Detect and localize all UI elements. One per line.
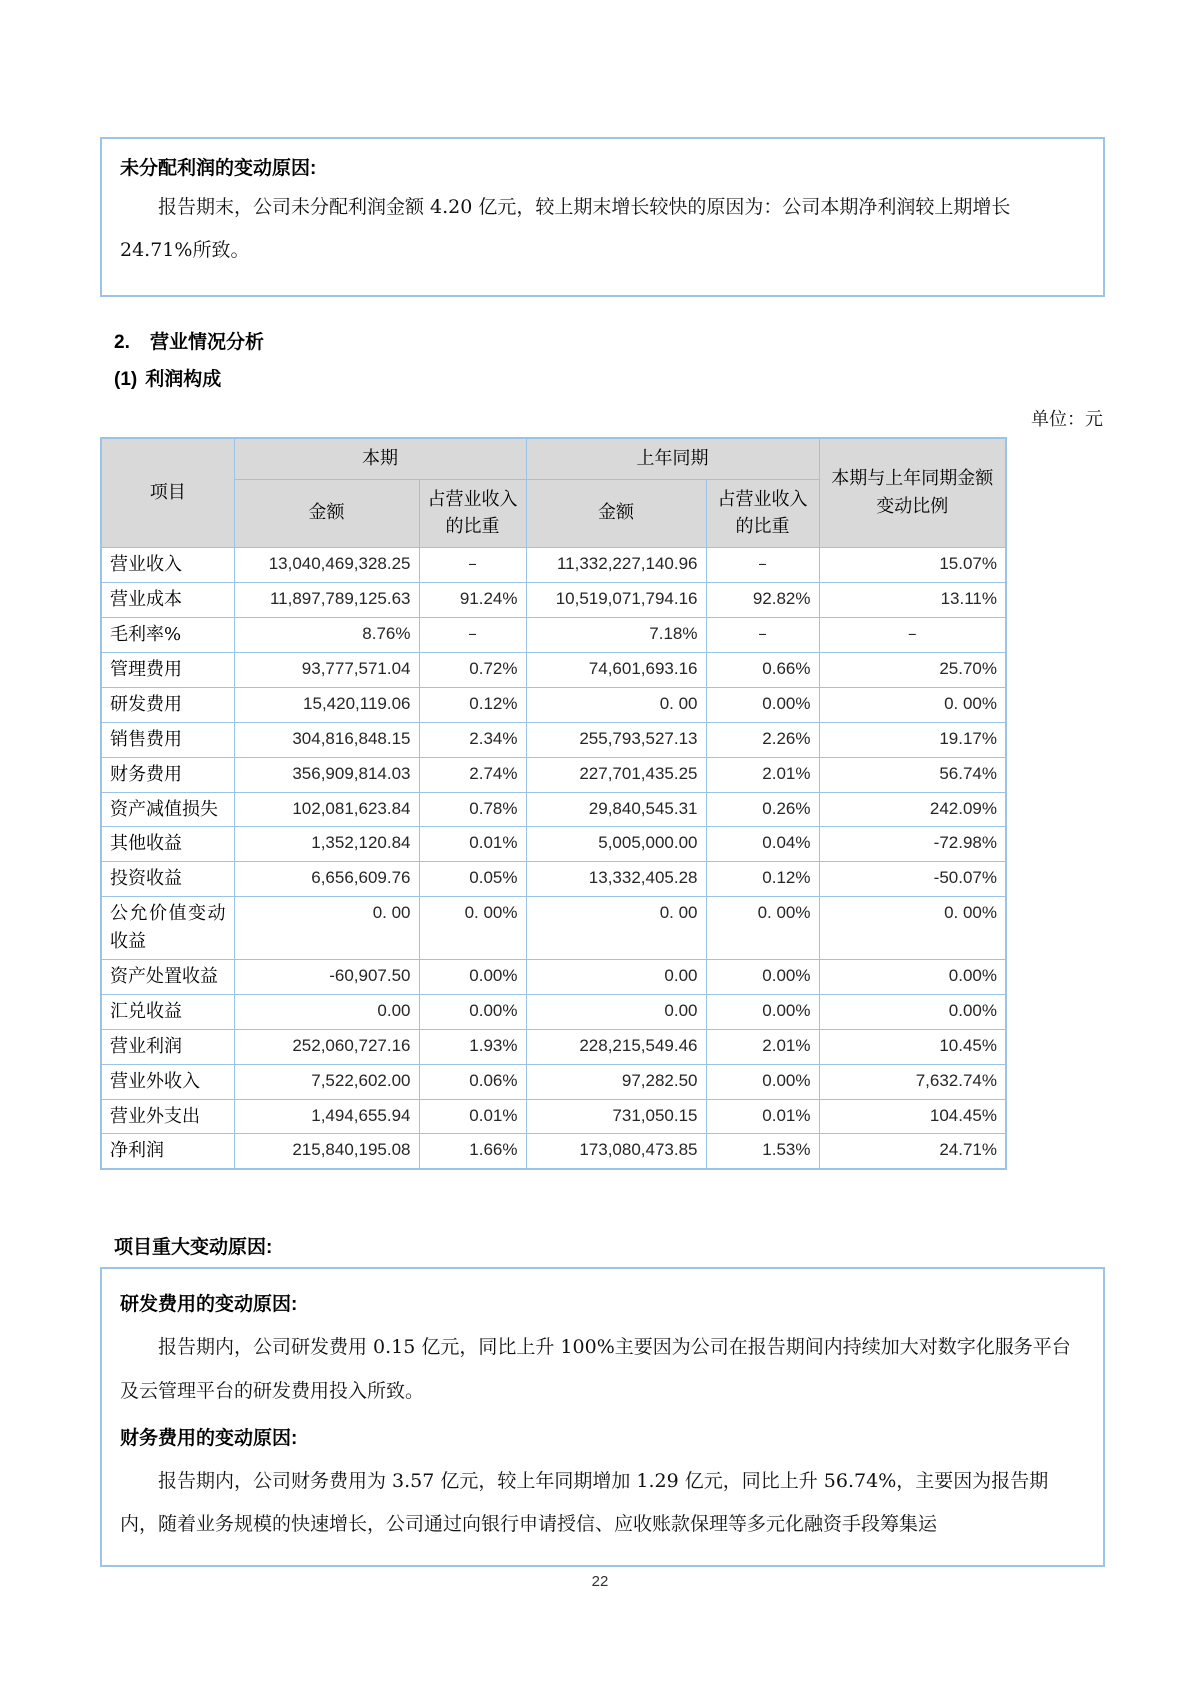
row-current-amount: 7,522,602.00 <box>234 1064 419 1099</box>
row-current-ratio: 0.00% <box>419 994 526 1029</box>
row-current-ratio: – <box>419 548 526 583</box>
reason-text: 报告期内，公司研发费用 0.15 亿元，同比上升 100%主要因为公司在报告期间内持续加大对数字化服务平台及云管理平台的研发费用投入所致。 <box>120 1336 1071 1402</box>
row-prior-ratio: 0.12% <box>706 862 819 897</box>
section-heading-operating-analysis <box>100 327 1105 354</box>
reason-item <box>120 1423 1083 1547</box>
row-change-ratio: 242.09% <box>819 792 1006 827</box>
row-item-label: 投资收益 <box>101 862 234 897</box>
row-prior-amount: 255,793,527.13 <box>526 722 706 757</box>
row-change-ratio: 13.11% <box>819 583 1006 618</box>
row-prior-ratio: 2.01% <box>706 1029 819 1064</box>
reason-item <box>120 1289 1083 1413</box>
row-prior-amount: 731,050.15 <box>526 1099 706 1134</box>
row-prior-amount: 29,840,545.31 <box>526 792 706 827</box>
row-item-label: 公允价值变动收益 <box>101 897 234 960</box>
reason-title: 研发费用的变动原因: <box>120 1294 298 1316</box>
table-row <box>101 897 1006 960</box>
row-current-ratio: 0.05% <box>419 862 526 897</box>
table-row <box>101 1099 1006 1134</box>
table-header-row-groups <box>101 438 1006 479</box>
table-row <box>101 618 1006 653</box>
row-prior-amount: 173,080,473.85 <box>526 1134 706 1169</box>
row-prior-amount: 97,282.50 <box>526 1064 706 1099</box>
row-current-amount: 1,494,655.94 <box>234 1099 419 1134</box>
row-prior-amount: 13,332,405.28 <box>526 862 706 897</box>
row-current-amount: 13,040,469,328.25 <box>234 548 419 583</box>
row-current-amount: 356,909,814.03 <box>234 757 419 792</box>
row-current-amount: 1,352,120.84 <box>234 827 419 862</box>
row-item-label: 营业外收入 <box>101 1064 234 1099</box>
row-current-ratio: 0.00% <box>419 959 526 994</box>
row-item-label: 营业外支出 <box>101 1099 234 1134</box>
table-row <box>101 1029 1006 1064</box>
table-row <box>101 757 1006 792</box>
row-current-amount: 102,081,623.84 <box>234 792 419 827</box>
row-prior-amount: 10,519,071,794.16 <box>526 583 706 618</box>
row-prior-ratio: – <box>706 548 819 583</box>
row-current-ratio: 0.12% <box>419 687 526 722</box>
row-current-ratio: 0.78% <box>419 792 526 827</box>
row-prior-ratio: – <box>706 618 819 653</box>
row-prior-ratio: 0.00% <box>706 994 819 1029</box>
header-change-ratio: 本期与上年同期金额变动比例 <box>819 438 1006 548</box>
row-prior-amount: 0.00 <box>526 994 706 1029</box>
unit-label: 单位：元 <box>1031 408 1103 430</box>
row-prior-amount: 0. 00 <box>526 897 706 960</box>
row-current-ratio: 0.01% <box>419 1099 526 1134</box>
row-change-ratio: 15.07% <box>819 548 1006 583</box>
undistributed-profit-reason-text: 报告期末，公司未分配利润金额 4.20 亿元，较上期末增长较快的原因为：公司本期净利润较上期增长 24.71%所致。 <box>120 196 1011 262</box>
row-current-amount: 15,420,119.06 <box>234 687 419 722</box>
table-header <box>101 438 1006 548</box>
row-current-amount: 93,777,571.04 <box>234 652 419 687</box>
row-item-label: 汇兑收益 <box>101 994 234 1029</box>
row-change-ratio: – <box>819 618 1006 653</box>
header-current-period: 本期 <box>234 438 526 479</box>
section-number: 2. <box>114 331 130 353</box>
subsection-title: 利润构成 <box>145 368 222 390</box>
undistributed-profit-reason-box <box>100 137 1105 297</box>
row-current-ratio: 0.06% <box>419 1064 526 1099</box>
row-current-amount: 215,840,195.08 <box>234 1134 419 1169</box>
row-item-label: 销售费用 <box>101 722 234 757</box>
row-change-ratio: 10.45% <box>819 1029 1006 1064</box>
row-item-label: 毛利率% <box>101 618 234 653</box>
row-current-amount: 252,060,727.16 <box>234 1029 419 1064</box>
profit-composition-table <box>100 437 1007 1171</box>
row-current-amount: 0. 00 <box>234 897 419 960</box>
table-row <box>101 994 1006 1029</box>
row-prior-amount: 74,601,693.16 <box>526 652 706 687</box>
row-current-ratio: 0. 00% <box>419 897 526 960</box>
row-prior-amount: 227,701,435.25 <box>526 757 706 792</box>
table-row <box>101 652 1006 687</box>
reason-title: 财务费用的变动原因: <box>120 1427 298 1449</box>
table-row <box>101 862 1006 897</box>
row-change-ratio: 56.74% <box>819 757 1006 792</box>
header-current-amount: 金额 <box>234 479 419 548</box>
row-item-label: 资产减值损失 <box>101 792 234 827</box>
table-row <box>101 1134 1006 1169</box>
reason-text: 报告期内，公司财务费用为 3.57 亿元，较上年同期增加 1.29 亿元，同比上升 56.74%，主要因为报告期内，随着业务规模的快速增长，公司通过向银行申请授信、应收账款保理等多元化融资手段筹集运 <box>120 1469 1049 1536</box>
major-change-reasons-heading: 项目重大变动原因: <box>114 1237 273 1259</box>
row-prior-ratio: 0.04% <box>706 827 819 862</box>
row-prior-amount: 0. 00 <box>526 687 706 722</box>
header-prior-ratio: 占营业收入的比重 <box>706 479 819 548</box>
row-change-ratio: 0. 00% <box>819 897 1006 960</box>
row-prior-ratio: 0. 00% <box>706 897 819 960</box>
row-prior-amount: 228,215,549.46 <box>526 1029 706 1064</box>
row-item-label: 营业利润 <box>101 1029 234 1064</box>
row-current-amount: 11,897,789,125.63 <box>234 583 419 618</box>
row-change-ratio: 0. 00% <box>819 687 1006 722</box>
section-title: 营业情况分析 <box>150 331 265 353</box>
subsection-number: (1) <box>114 368 138 390</box>
row-current-amount: -60,907.50 <box>234 959 419 994</box>
row-change-ratio: 104.45% <box>819 1099 1006 1134</box>
row-current-ratio: – <box>419 618 526 653</box>
row-change-ratio: 0.00% <box>819 959 1006 994</box>
row-item-label: 财务费用 <box>101 757 234 792</box>
row-item-label: 营业成本 <box>101 583 234 618</box>
row-prior-ratio: 0.01% <box>706 1099 819 1134</box>
row-item-label: 研发费用 <box>101 687 234 722</box>
table-row <box>101 827 1006 862</box>
row-prior-amount: 0.00 <box>526 959 706 994</box>
table-row <box>101 548 1006 583</box>
header-current-ratio: 占营业收入的比重 <box>419 479 526 548</box>
table-row <box>101 722 1006 757</box>
row-current-ratio: 91.24% <box>419 583 526 618</box>
row-item-label: 管理费用 <box>101 652 234 687</box>
row-current-amount: 6,656,609.76 <box>234 862 419 897</box>
row-change-ratio: 19.17% <box>819 722 1006 757</box>
row-current-ratio: 2.74% <box>419 757 526 792</box>
table-row <box>101 792 1006 827</box>
row-prior-ratio: 0.66% <box>706 652 819 687</box>
row-change-ratio: 25.70% <box>819 652 1006 687</box>
major-change-reasons-box <box>100 1267 1105 1566</box>
subsection-heading-profit-composition <box>100 364 1105 391</box>
row-current-ratio: 2.34% <box>419 722 526 757</box>
row-change-ratio: -72.98% <box>819 827 1006 862</box>
header-item: 项目 <box>101 438 234 548</box>
undistributed-profit-reason-heading: 未分配利润的变动原因: <box>120 158 317 179</box>
row-change-ratio: 7,632.74% <box>819 1064 1006 1099</box>
row-item-label: 净利润 <box>101 1134 234 1169</box>
header-prior-amount: 金额 <box>526 479 706 548</box>
row-current-ratio: 1.66% <box>419 1134 526 1169</box>
row-item-label: 营业收入 <box>101 548 234 583</box>
table-body <box>101 548 1006 1170</box>
table-row <box>101 1064 1006 1099</box>
row-prior-ratio: 0.00% <box>706 1064 819 1099</box>
row-prior-ratio: 2.01% <box>706 757 819 792</box>
row-prior-ratio: 0.00% <box>706 687 819 722</box>
row-current-amount: 304,816,848.15 <box>234 722 419 757</box>
row-prior-ratio: 0.00% <box>706 959 819 994</box>
row-current-amount: 0.00 <box>234 994 419 1029</box>
row-prior-amount: 7.18% <box>526 618 706 653</box>
row-change-ratio: 24.71% <box>819 1134 1006 1169</box>
row-prior-amount: 11,332,227,140.96 <box>526 548 706 583</box>
row-item-label: 资产处置收益 <box>101 959 234 994</box>
table-row <box>101 959 1006 994</box>
page-number: 22 <box>591 1573 609 1590</box>
row-prior-ratio: 1.53% <box>706 1134 819 1169</box>
row-prior-ratio: 92.82% <box>706 583 819 618</box>
row-change-ratio: -50.07% <box>819 862 1006 897</box>
header-prior-period: 上年同期 <box>526 438 819 479</box>
row-current-ratio: 1.93% <box>419 1029 526 1064</box>
table-row <box>101 583 1006 618</box>
row-change-ratio: 0.00% <box>819 994 1006 1029</box>
table-row <box>101 687 1006 722</box>
row-current-amount: 8.76% <box>234 618 419 653</box>
row-current-ratio: 0.01% <box>419 827 526 862</box>
row-item-label: 其他收益 <box>101 827 234 862</box>
row-prior-ratio: 2.26% <box>706 722 819 757</box>
row-current-ratio: 0.72% <box>419 652 526 687</box>
row-prior-amount: 5,005,000.00 <box>526 827 706 862</box>
row-prior-ratio: 0.26% <box>706 792 819 827</box>
